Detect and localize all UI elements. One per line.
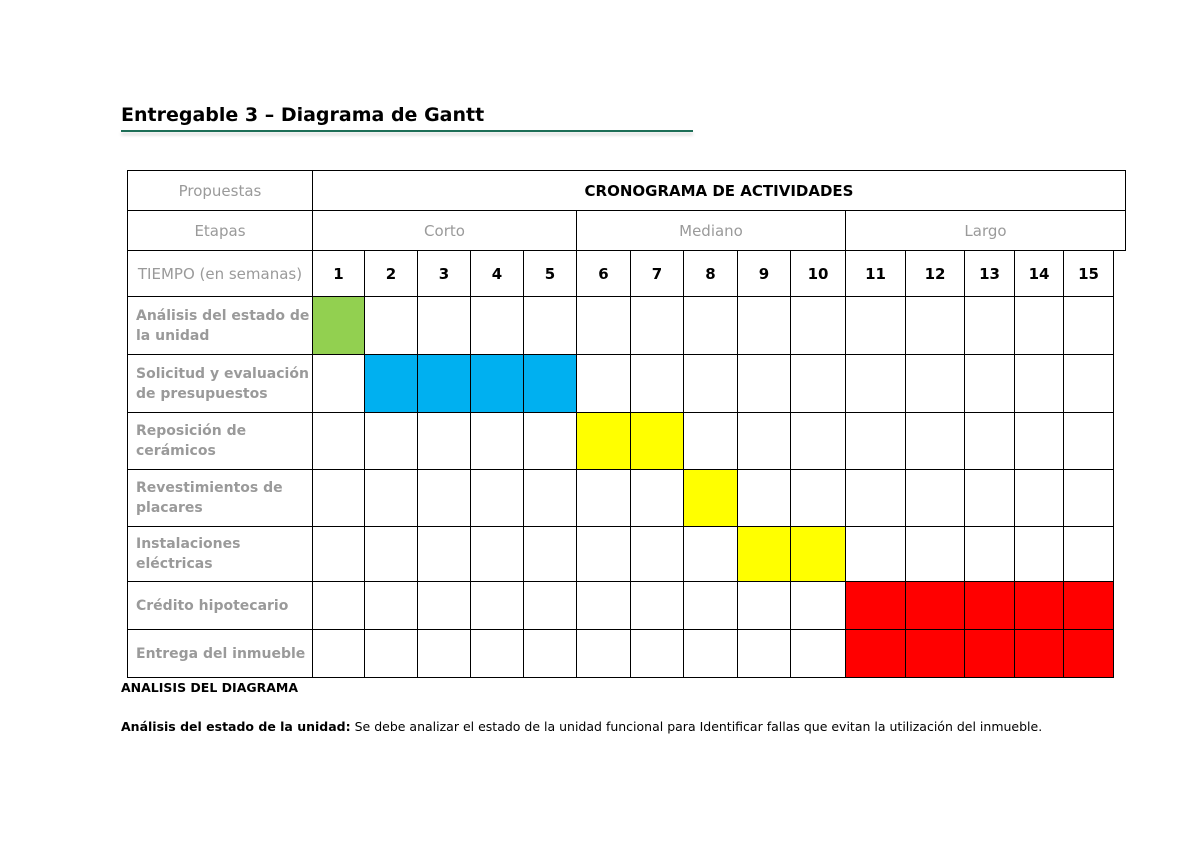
week-9: 9 xyxy=(737,250,791,297)
gantt-empty-cell xyxy=(845,296,906,355)
gantt-empty-cell xyxy=(905,526,965,582)
gantt-bar-cell xyxy=(964,629,1015,678)
gantt-empty-cell xyxy=(1063,469,1114,527)
gantt-empty-cell xyxy=(523,581,577,630)
week-6: 6 xyxy=(576,250,631,297)
week-4: 4 xyxy=(470,250,524,297)
gantt-empty-cell xyxy=(905,354,965,413)
gantt-empty-cell xyxy=(630,354,684,413)
gantt-empty-cell xyxy=(576,629,631,678)
task-label: Análisis del estado de la unidad xyxy=(127,296,313,355)
gantt-empty-cell xyxy=(683,581,738,630)
gantt-empty-cell xyxy=(1063,412,1114,470)
gantt-bar-cell xyxy=(1014,581,1064,630)
week-8: 8 xyxy=(683,250,738,297)
gantt-empty-cell xyxy=(964,296,1015,355)
gantt-empty-cell xyxy=(964,469,1015,527)
gantt-empty-cell xyxy=(964,526,1015,582)
gantt-empty-cell xyxy=(737,581,791,630)
gantt-empty-cell xyxy=(905,296,965,355)
task-label: Entrega del inmueble xyxy=(127,629,313,678)
gantt-empty-cell xyxy=(576,526,631,582)
gantt-empty-cell xyxy=(737,629,791,678)
gantt-empty-cell xyxy=(790,296,846,355)
gantt-empty-cell xyxy=(683,412,738,470)
gantt-empty-cell xyxy=(1014,354,1064,413)
gantt-bar-cell xyxy=(470,354,524,413)
phase-2: Mediano xyxy=(576,210,846,251)
etapas-header: Etapas xyxy=(127,210,313,251)
analysis-heading: ANALISIS DEL DIAGRAMA xyxy=(121,680,299,695)
gantt-empty-cell xyxy=(364,469,418,527)
task-label: Solicitud y evaluación de presupuestos xyxy=(127,354,313,413)
phase-3: Largo xyxy=(845,210,1126,251)
gantt-empty-cell xyxy=(470,469,524,527)
gantt-empty-cell xyxy=(964,354,1015,413)
gantt-empty-cell xyxy=(905,412,965,470)
task-label: Crédito hipotecario xyxy=(127,581,313,630)
gantt-bar-cell xyxy=(683,469,738,527)
gantt-empty-cell xyxy=(845,526,906,582)
gantt-empty-cell xyxy=(683,296,738,355)
gantt-empty-cell xyxy=(576,469,631,527)
gantt-empty-cell xyxy=(683,354,738,413)
gantt-empty-cell xyxy=(845,412,906,470)
gantt-empty-cell xyxy=(470,526,524,582)
gantt-bar-cell xyxy=(1014,629,1064,678)
gantt-empty-cell xyxy=(364,629,418,678)
gantt-bar-cell xyxy=(1063,629,1114,678)
gantt-empty-cell xyxy=(1063,296,1114,355)
gantt-bar-cell xyxy=(1063,581,1114,630)
gantt-bar-cell xyxy=(312,296,365,355)
gantt-empty-cell xyxy=(683,629,738,678)
gantt-bar-cell xyxy=(845,629,906,678)
gantt-empty-cell xyxy=(845,354,906,413)
gantt-empty-cell xyxy=(312,629,365,678)
gantt-empty-cell xyxy=(576,581,631,630)
gantt-empty-cell xyxy=(1014,412,1064,470)
gantt-empty-cell xyxy=(364,526,418,582)
gantt-empty-cell xyxy=(1014,526,1064,582)
gantt-empty-cell xyxy=(312,581,365,630)
gantt-empty-cell xyxy=(737,469,791,527)
tiempo-header: TIEMPO (en semanas) xyxy=(127,250,313,297)
cronograma-header: CRONOGRAMA DE ACTIVIDADES xyxy=(312,170,1126,211)
gantt-empty-cell xyxy=(576,296,631,355)
gantt-bar-cell xyxy=(523,354,577,413)
gantt-empty-cell xyxy=(1063,354,1114,413)
gantt-empty-cell xyxy=(417,526,471,582)
gantt-empty-cell xyxy=(470,296,524,355)
gantt-empty-cell xyxy=(312,526,365,582)
document-title: Entregable 3 – Diagrama de Gantt xyxy=(121,104,485,126)
gantt-empty-cell xyxy=(417,581,471,630)
gantt-empty-cell xyxy=(630,296,684,355)
gantt-empty-cell xyxy=(790,354,846,413)
gantt-empty-cell xyxy=(905,469,965,527)
gantt-empty-cell xyxy=(470,629,524,678)
gantt-empty-cell xyxy=(845,469,906,527)
week-5: 5 xyxy=(523,250,577,297)
gantt-empty-cell xyxy=(630,629,684,678)
week-1: 1 xyxy=(312,250,365,297)
gantt-empty-cell xyxy=(790,412,846,470)
gantt-empty-cell xyxy=(470,412,524,470)
week-14: 14 xyxy=(1014,250,1064,297)
gantt-bar-cell xyxy=(790,526,846,582)
gantt-bar-cell xyxy=(417,354,471,413)
gantt-bar-cell xyxy=(905,581,965,630)
gantt-bar-cell xyxy=(905,629,965,678)
gantt-empty-cell xyxy=(630,581,684,630)
week-10: 10 xyxy=(790,250,846,297)
gantt-empty-cell xyxy=(630,526,684,582)
gantt-empty-cell xyxy=(683,526,738,582)
gantt-empty-cell xyxy=(790,629,846,678)
gantt-empty-cell xyxy=(790,469,846,527)
gantt-empty-cell xyxy=(417,629,471,678)
gantt-empty-cell xyxy=(790,581,846,630)
week-3: 3 xyxy=(417,250,471,297)
gantt-bar-cell xyxy=(364,354,418,413)
gantt-empty-cell xyxy=(523,412,577,470)
gantt-bar-cell xyxy=(576,412,631,470)
gantt-empty-cell xyxy=(312,354,365,413)
gantt-empty-cell xyxy=(312,469,365,527)
gantt-empty-cell xyxy=(523,469,577,527)
gantt-empty-cell xyxy=(737,412,791,470)
gantt-empty-cell xyxy=(523,296,577,355)
week-12: 12 xyxy=(905,250,965,297)
phase-1: Corto xyxy=(312,210,577,251)
gantt-empty-cell xyxy=(417,469,471,527)
gantt-bar-cell xyxy=(845,581,906,630)
gantt-empty-cell xyxy=(1063,526,1114,582)
gantt-bar-cell xyxy=(737,526,791,582)
week-13: 13 xyxy=(964,250,1015,297)
gantt-empty-cell xyxy=(364,412,418,470)
gantt-bar-cell xyxy=(630,412,684,470)
week-15: 15 xyxy=(1063,250,1114,297)
week-2: 2 xyxy=(364,250,418,297)
analysis-item-label: Análisis del estado de la unidad: xyxy=(121,719,351,734)
gantt-empty-cell xyxy=(964,412,1015,470)
gantt-empty-cell xyxy=(630,469,684,527)
task-label: Revestimientos de placares xyxy=(127,469,313,527)
gantt-empty-cell xyxy=(417,296,471,355)
gantt-empty-cell xyxy=(576,354,631,413)
gantt-bar-cell xyxy=(964,581,1015,630)
propuestas-header: Propuestas xyxy=(127,170,313,211)
gantt-empty-cell xyxy=(737,354,791,413)
gantt-empty-cell xyxy=(1014,469,1064,527)
gantt-empty-cell xyxy=(737,296,791,355)
gantt-empty-cell xyxy=(312,412,365,470)
week-7: 7 xyxy=(630,250,684,297)
week-11: 11 xyxy=(845,250,906,297)
gantt-empty-cell xyxy=(470,581,524,630)
title-underline xyxy=(121,130,693,132)
gantt-empty-cell xyxy=(364,296,418,355)
gantt-empty-cell xyxy=(1014,296,1064,355)
analysis-item-text: Se debe analizar el estado de la unidad funcional para Identificar fallas que evitan la utilización del inmueble. xyxy=(350,719,1043,734)
gantt-empty-cell xyxy=(417,412,471,470)
gantt-empty-cell xyxy=(523,526,577,582)
gantt-empty-cell xyxy=(523,629,577,678)
task-label: Instalaciones eléctricas xyxy=(127,526,313,582)
task-label: Reposición de cerámicos xyxy=(127,412,313,470)
analysis-paragraph xyxy=(121,719,1042,734)
gantt-empty-cell xyxy=(364,581,418,630)
